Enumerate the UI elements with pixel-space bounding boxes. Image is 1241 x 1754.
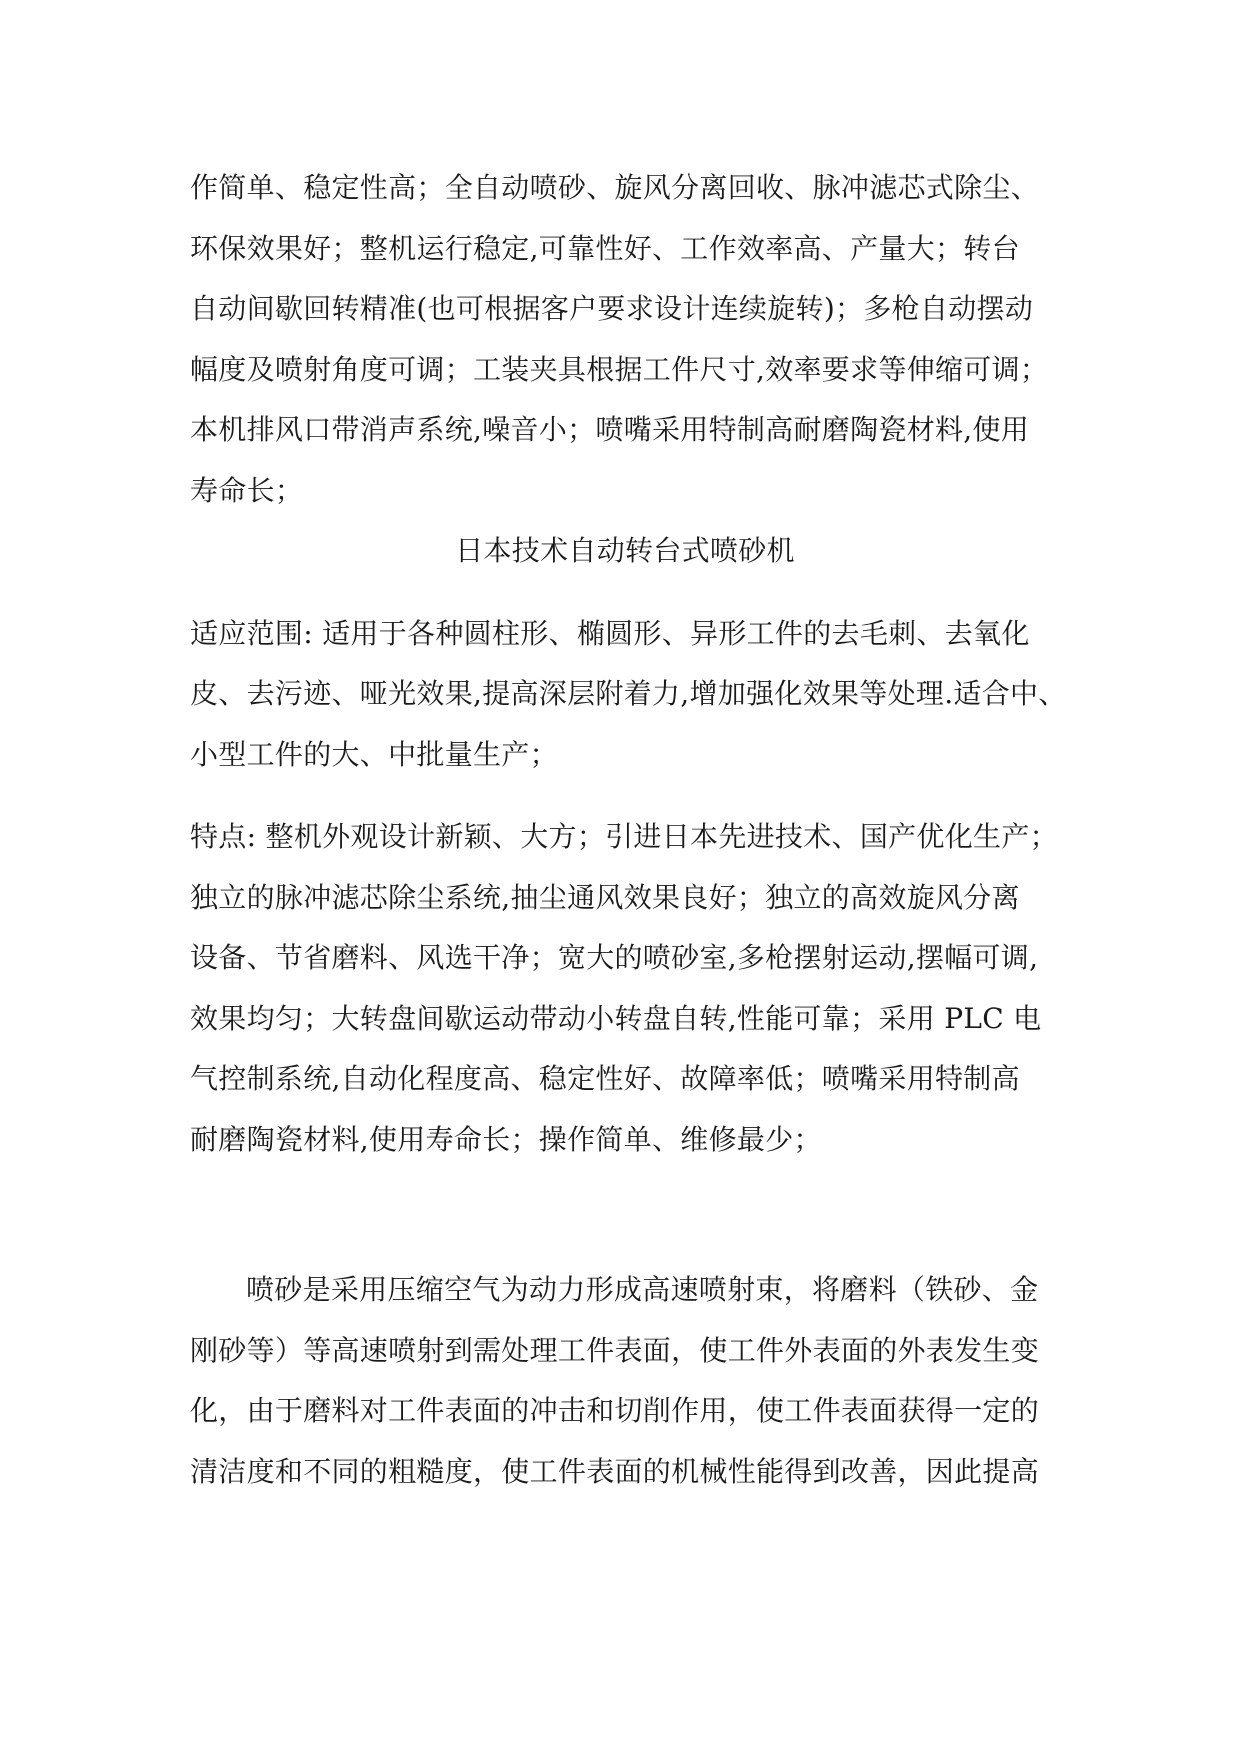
text-line: 适应范围: 适用于各种圆柱形、椭圆形、异形工件的去毛刺、去氧化 bbox=[190, 616, 1030, 650]
blasting-paragraph bbox=[190, 1260, 1060, 1502]
text-line: 设备、节省磨料、风选干净；宽大的喷砂室,多枪摆射运动,摆幅可调, bbox=[190, 941, 1039, 974]
text-line: 小型工件的大、中批量生产； bbox=[190, 737, 558, 771]
text-line: 皮、去污迹、哑光效果,提高深层附着力,增加强化效果等处理.适合中、 bbox=[190, 677, 1067, 710]
text-line: 耐磨陶瓷材料,使用寿命长；操作简单、维修最少； bbox=[190, 1122, 822, 1156]
text-line: 环保效果好；整机运行稳定,可靠性好、工作效率高、产量大；转台 bbox=[190, 231, 1020, 265]
text-line: 寿命长； bbox=[190, 473, 304, 507]
text-line: 幅度及喷射角度可调；工装夹具根据工件尺寸,效率要求等伸缩可调； bbox=[190, 352, 1049, 386]
text-line: 特点: 整机外观设计新颖、大方；引进日本先进技术、国产优化生产； bbox=[190, 820, 1058, 853]
text-line: 化，由于磨料对工件表面的冲击和切削作用，使工件表面获得一定的 bbox=[190, 1394, 1040, 1427]
text-line: 喷砂是采用压缩空气为动力形成高速喷射束，将磨料（铁砂、金 bbox=[246, 1273, 1039, 1306]
text-line: 独立的脉冲滤芯除尘系统,抽尘通风效果良好；独立的高效旋风分离 bbox=[190, 880, 1020, 914]
intro-paragraph bbox=[190, 158, 1060, 521]
document-body bbox=[190, 158, 1067, 1502]
text-line: 刚砂等）等高速喷射到需处理工件表面，使工件外表面的外表发生变 bbox=[190, 1333, 1040, 1367]
text-line: 气控制系统,自动化程度高、稳定性好、故障率低；喷嘴采用特制高 bbox=[190, 1062, 1020, 1095]
text-line: 清洁度和不同的粗糙度，使工件表面的机械性能得到改善，因此提高 bbox=[190, 1454, 1040, 1488]
features-paragraph bbox=[190, 807, 1060, 1170]
spacer bbox=[190, 582, 1060, 604]
text-line: 作简单、稳定性高；全自动喷砂、旋风分离回收、脉冲滤芯式除尘、 bbox=[190, 171, 1040, 204]
spacer bbox=[190, 1170, 1060, 1260]
scope-paragraph bbox=[190, 604, 1067, 786]
text-line: 自动间歇回转精准(也可根据客户要求设计连续旋转)；多枪自动摆动 bbox=[190, 292, 1034, 325]
spacer bbox=[190, 785, 1060, 807]
text-line: 本机排风口带消声系统,噪音小；喷嘴采用特制高耐磨陶瓷材料,使用 bbox=[190, 413, 1030, 446]
section-title: 日本技术自动转台式喷砂机 bbox=[455, 534, 795, 567]
text-line: 效果均匀；大转盘间歇运动带动小转盘自转,性能可靠；采用 PLC 电 bbox=[190, 1001, 1042, 1035]
